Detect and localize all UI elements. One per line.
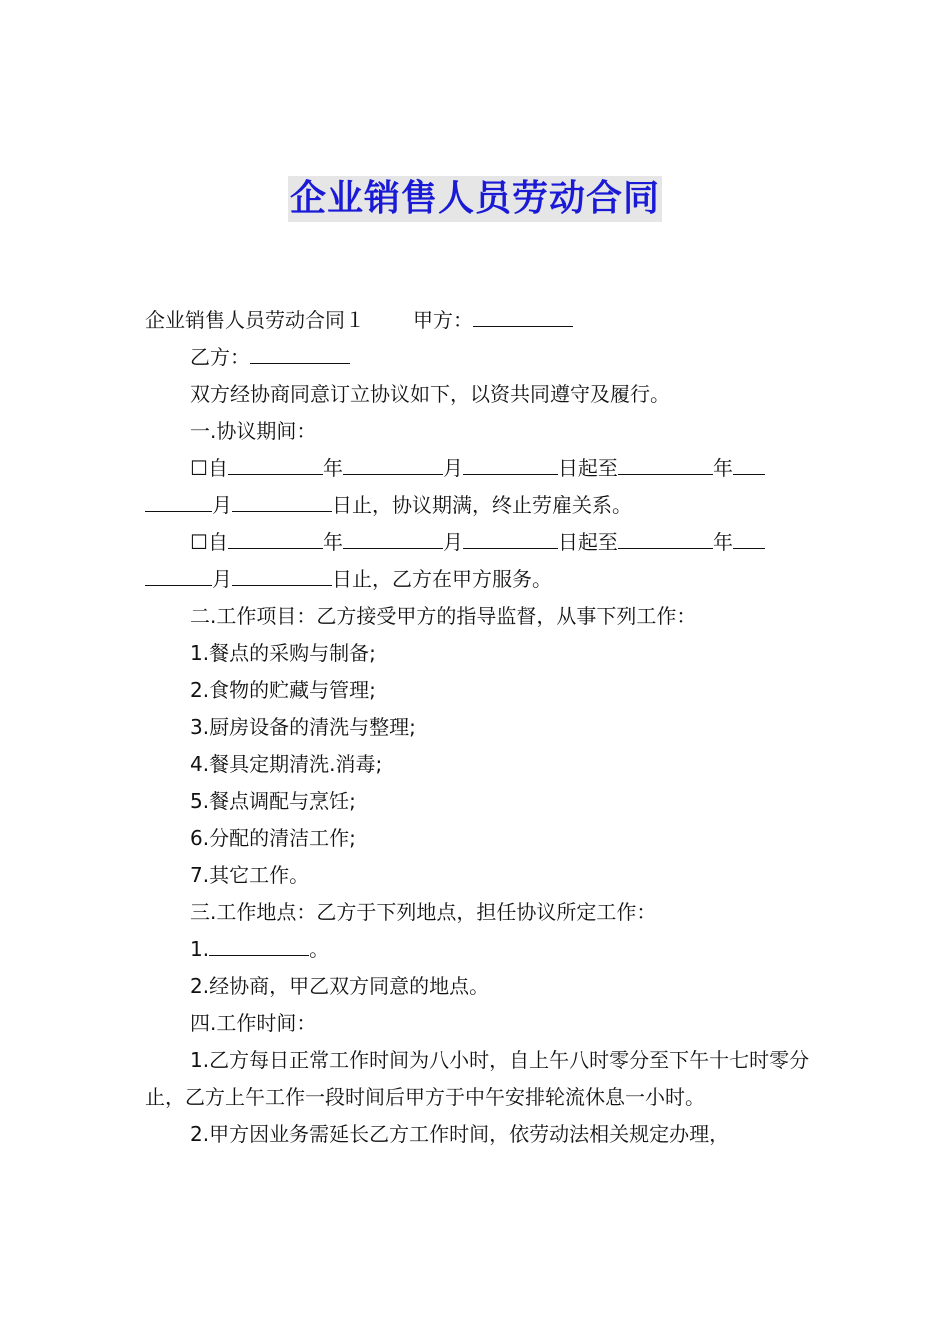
period-2-from: 自 [207,530,228,554]
period-2-month: 月 [442,530,463,554]
period-2-end: 日止，乙方在甲方服务。 [332,567,552,591]
blank [343,524,443,549]
blank [232,487,332,512]
party-b-blank [250,339,350,364]
period-1-line-2 [145,487,810,524]
blank [733,524,765,549]
list-item: 2.食物的贮藏与管理; [190,678,376,702]
section-1-heading: 一.协议期间： [190,419,317,443]
place-2-line: 2.经协商，甲乙双方同意的地点。 [190,974,490,998]
work-time-text-1: 1.乙方每日正常工作时间为八小时，自上午八时零分至下午十七时零分止，乙方上午工作一段时间后甲方于中午安排轮流休息一小时。 [145,1048,810,1109]
period-1-month-2: 月 [212,493,232,517]
contract-heading-inline: 企业销售人员劳动合同１ [145,308,365,332]
period-2-line-1 [145,524,810,561]
party-a-line [145,302,810,339]
period-1-end: 日止，协议期满，终止劳雇关系。 [332,493,632,517]
period-1-day-to: 日起至 [557,456,618,480]
document-title: 企业销售人员劳动合同 [288,176,662,222]
period-1-year-2: 年 [712,456,733,480]
party-a-label: 甲方： [413,308,473,332]
list-item: 7.其它工作。 [190,863,310,887]
title-container [0,176,950,222]
work-time-paragraph-1 [145,1042,810,1116]
blank [733,450,765,475]
period-2-month-2: 月 [212,567,232,591]
checkbox-icon: ☐ [190,530,208,554]
blank [228,524,323,549]
list-item: 6.分配的清洁工作; [190,826,356,850]
period-1-from: 自 [207,456,228,480]
period-2-day-to: 日起至 [557,530,618,554]
blank [232,561,332,586]
place-1-line [145,931,810,968]
period-2-year: 年 [322,530,343,554]
period-2-line-2 [145,561,810,598]
blank [463,450,558,475]
party-a-blank [473,302,573,327]
place-1-end: 。 [309,937,330,961]
section-4-heading: 四.工作时间： [190,1011,317,1035]
blank [145,487,212,512]
party-b-label: 乙方： [190,345,250,369]
agreement-intro: 双方经协商同意订立协议如下，以资共同遵守及履行。 [190,382,670,406]
place-1-blank [209,931,309,956]
blank [228,450,323,475]
list-item: 1.餐点的采购与制备; [190,641,376,665]
blank [463,524,558,549]
place-1-number: 1. [190,937,210,961]
period-2-year-2: 年 [712,530,733,554]
period-1-year: 年 [322,456,343,480]
list-item: 4.餐具定期清洗.消毒; [190,752,383,776]
period-1-month: 月 [442,456,463,480]
blank [145,561,212,586]
section-3-heading: 三.工作地点：乙方于下列地点，担任协议所定工作： [190,900,657,924]
list-item: 3.厨房设备的清洗与整理; [190,715,416,739]
blank [618,524,713,549]
blank [618,450,713,475]
party-b-line [145,339,810,376]
checkbox-icon: ☐ [190,456,208,480]
blank [343,450,443,475]
work-time-paragraph-2: 2.甲方因业务需延长乙方工作时间，依劳动法相关规定办理， [190,1122,730,1146]
section-2-heading: 二.工作项目：乙方接受甲方的指导监督，从事下列工作： [190,604,697,628]
document-body [145,302,810,1153]
period-1-line-1 [145,450,810,487]
list-item: 5.餐点调配与烹饪; [190,789,356,813]
